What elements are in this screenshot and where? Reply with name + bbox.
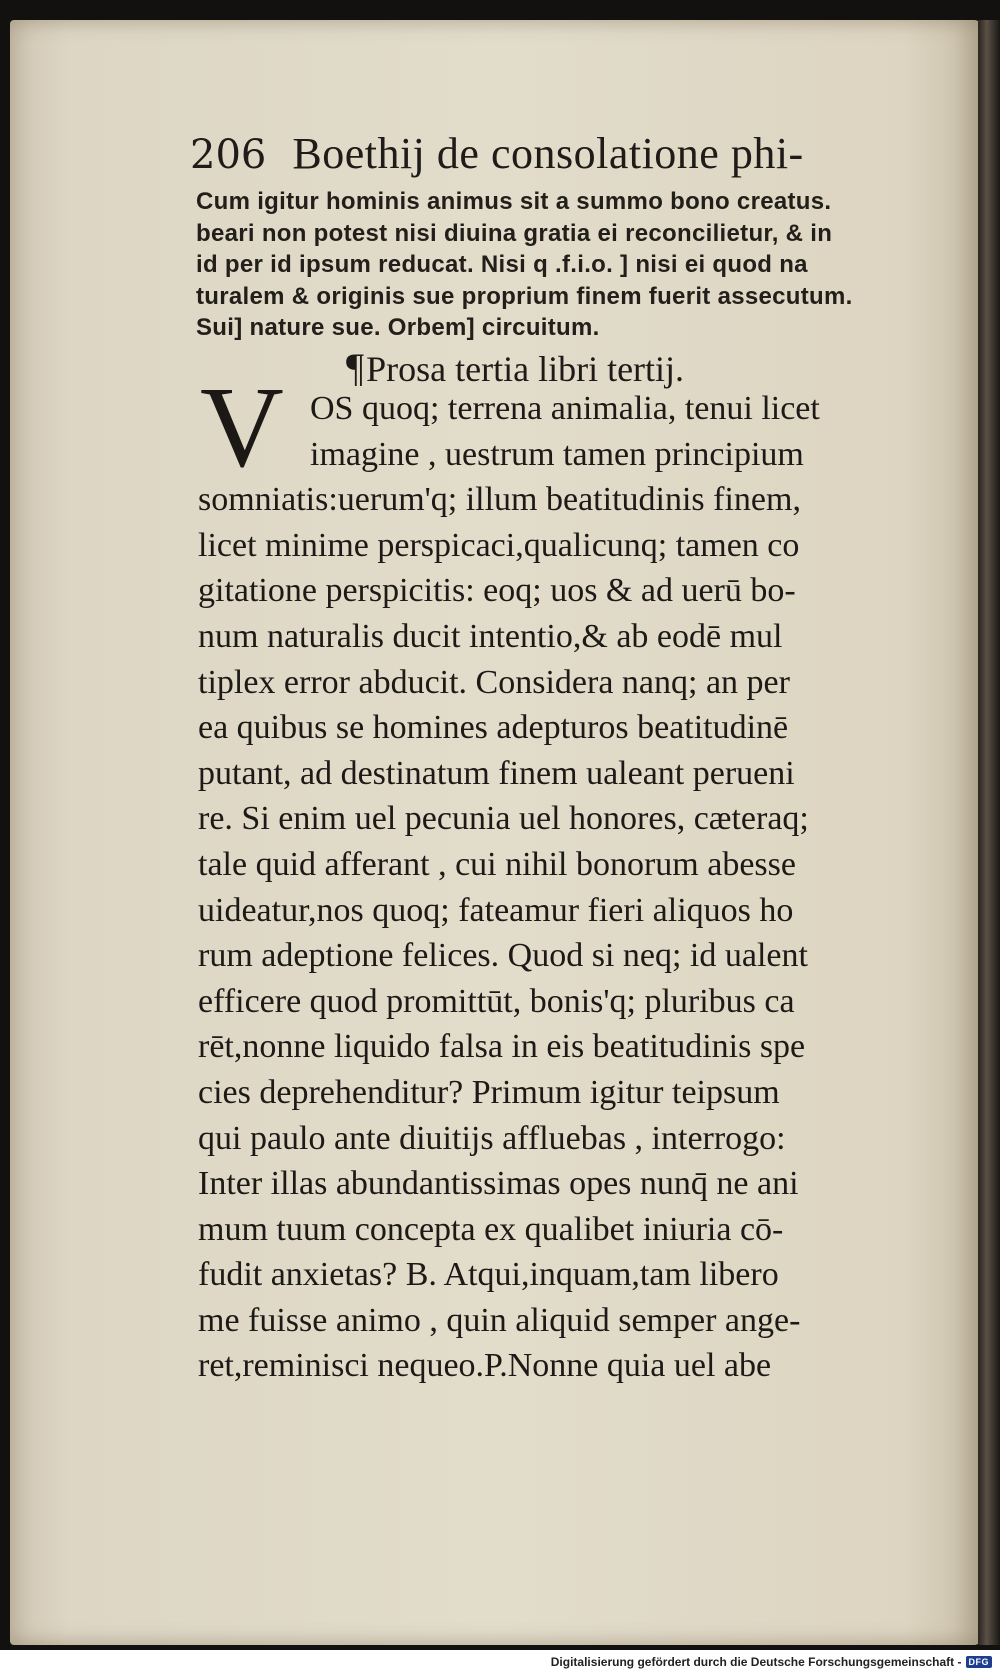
gloss-line: turalem & originis sue proprium finem fuerit assecutum. [196,282,853,310]
text-line: mum tuum concepta ex qualibet iniuria cō- [198,1210,784,1248]
text-line: me fuisse animo , quin aliquid semper ange- [198,1301,801,1339]
text-line: efficere quod promittūt, bonis'q; pluribus ca [198,982,795,1020]
text-line: rum adeptione felices. Quod si neq; id ualent [198,937,808,975]
text-line: rēt,nonne liquido falsa in eis beatitudinis spe [198,1028,806,1066]
gloss-line: Cum igitur hominis animus sit a summo bono creatus. [196,188,832,215]
gloss-line: beari non potest nisi diuina gratia ei reconcilietur, & in [196,219,833,247]
text-line: ret,reminisci nequeo.P.Nonne quia uel abe [198,1347,772,1385]
book-spine-edge [978,20,1000,1645]
text-line: ea quibus se homines adepturos beatitudinē [198,709,789,747]
text-line: Inter illas abundantissimas opes nunq̄ ne ani [198,1165,799,1203]
digitization-footer [0,1650,1000,1673]
page-number: 206 [190,132,267,178]
text-line: putant, ad destinatum finem ualeant perueni [198,754,795,792]
section-heading-text: Prosa tertia libri tertij. [366,349,685,389]
text-line: licet minime perspicaci,qualicunq; tamen co [198,526,800,564]
drop-initial: V [200,364,284,492]
funding-credit: Digitalisierung gefördert durch die Deutsche Forschungsgemeinschaft - [550,1654,962,1669]
text-line: fudit anxietas? B. Atqui,inquam,tam libero [198,1256,779,1294]
text-line: uideatur,nos quoq; fateamur fieri aliquos ho [198,891,794,929]
main-text [198,386,918,1389]
running-head [190,128,840,188]
text-line: cies deprehenditur? Primum igitur teipsum [198,1073,780,1111]
gloss-line: Sui] nature sue. Orbem] circuitum. [196,314,600,341]
text-line: tiplex error abducit. Considera nanq; an per [198,663,790,701]
text-line: re. Si enim uel pecunia uel honores, cæteraq; [198,800,809,838]
gloss-line: id per id ipsum reducat. Nisi q .f.i.o. ] nisi ei quod na [196,251,808,278]
section-heading [346,344,766,391]
dfg-logo: DFG [966,1656,993,1668]
text-line: somniatis:uerum'q; illum beatitudinis finem, [198,481,801,519]
text-line: tale quid afferant , cui nihil bonorum abesse [198,845,796,883]
running-title: Boethij de consolatione phi- [292,129,804,178]
text-line: num naturalis ducit intentio,& ab eodē mul [198,617,783,655]
pilcrow-mark: ¶ [346,345,365,390]
text-line: imagine , uestrum tamen principium [310,435,804,473]
text-line: OS quoq; terrena animalia, tenui licet [310,390,820,427]
text-line: gitatione perspicitis: eoq; uos & ad uerū bo- [198,572,796,610]
text-line: qui paulo ante diuitijs affluebas , interrogo: [198,1119,786,1157]
commentary-gloss [196,186,916,344]
